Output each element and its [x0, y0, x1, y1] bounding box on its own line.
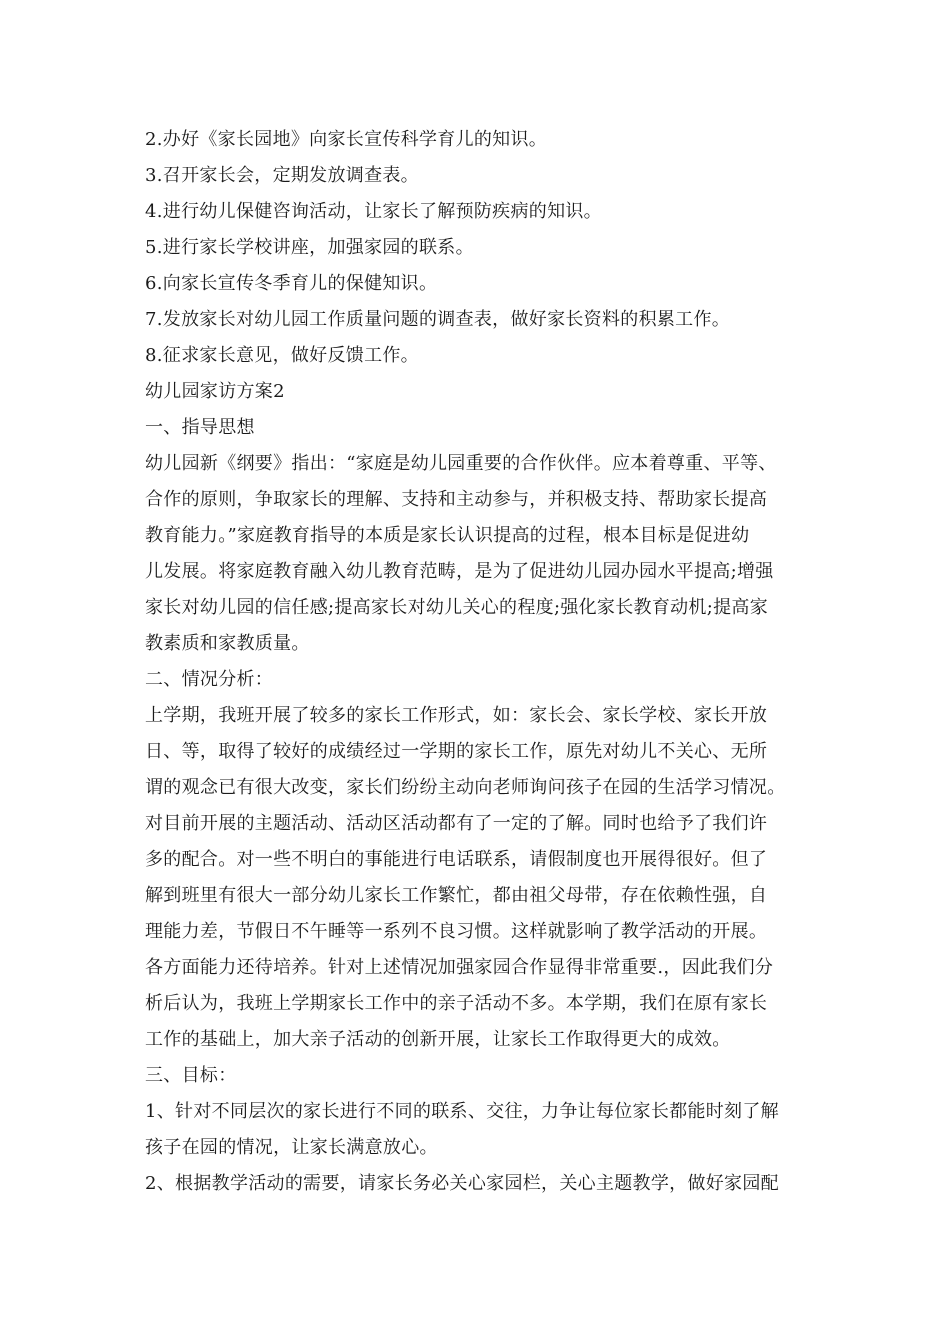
text-line: 多的配合。对一些不明白的事能进行电话联系，请假制度也开展得很好。但了 [145, 849, 768, 870]
section-body-situation-analysis [145, 698, 825, 1058]
list-item: 3.召开家长会，定期发放调查表。 [145, 165, 419, 186]
list-item: 8.征求家长意见，做好反馈工作。 [145, 345, 419, 366]
text-line: 孩子在园的情况，让家长满意放心。 [145, 1137, 438, 1158]
section-heading-guiding-ideology: 一、指导思想 [145, 417, 255, 438]
text-line: 1、针对不同层次的家长进行不同的联系、交往，力争让每位家长都能时刻了解 [145, 1101, 779, 1122]
text-line: 幼儿园新《纲要》指出：“家庭是幼儿园重要的合作伙伴。应本着尊重、平等、 [145, 453, 777, 474]
text-line: 析后认为，我班上学期家长工作中的亲子活动不多。本学期，我们在原有家长 [145, 993, 768, 1014]
text-line: 谓的观念已有很大改变，家长们纷纷主动向老师询问孩子在园的生活学习情况。 [145, 777, 786, 798]
text-line: 工作的基础上，加大亲子活动的创新开展，让家长工作取得更大的成效。 [145, 1029, 731, 1050]
list-item: 4.进行幼儿保健咨询活动，让家长了解预防疾病的知识。 [145, 201, 602, 222]
text-line: 家长对幼儿园的信任感;提高家长对幼儿关心的程度;强化家长教育动机;提高家 [145, 597, 768, 618]
section-body-goals [145, 1094, 825, 1202]
text-line: 儿发展。将家庭教育融入幼儿教育范畴，是为了促进幼儿园办园水平提高;增强 [145, 561, 774, 582]
text-line: 解到班里有很大一部分幼儿家长工作繁忙，都由祖父母带，存在依赖性强，自 [145, 885, 768, 906]
list-item: 5.进行家长学校讲座，加强家园的联系。 [145, 237, 474, 258]
text-line: 理能力差，节假日不午睡等一系列不良习惯。这样就影响了教学活动的开展。 [145, 921, 768, 942]
document-title: 幼儿园家访方案2 [145, 381, 285, 402]
text-line: 各方面能力还待培养。针对上述情况加强家园合作显得非常重要.，因此我们分 [145, 957, 774, 978]
list-item: 6.向家长宣传冬季育儿的保健知识。 [145, 273, 438, 294]
text-line: 对目前开展的主题活动、活动区活动都有了一定的了解。同时也给予了我们许 [145, 813, 768, 834]
text-line: 2、根据教学活动的需要，请家长务必关心家园栏，关心主题教学，做好家园配 [145, 1173, 779, 1194]
section-heading-situation-analysis: 二、情况分析： [145, 669, 274, 690]
document-page [145, 122, 825, 1202]
text-line: 上学期，我班开展了较多的家长工作形式，如：家长会、家长学校、家长开放 [145, 705, 768, 726]
list-item: 2.办好《家长园地》向家长宣传科学育儿的知识。 [145, 129, 548, 150]
section-heading-goals: 三、目标： [145, 1065, 237, 1086]
text-line: 合作的原则，争取家长的理解、支持和主动参与，并积极支持、帮助家长提高 [145, 489, 768, 510]
section-body-guiding-ideology [145, 446, 825, 662]
text-line: 教育能力。”家庭教育指导的本质是家长认识提高的过程，根本目标是促进幼 [145, 525, 750, 546]
list-item: 7.发放家长对幼儿园工作质量问题的调查表，做好家长资料的积累工作。 [145, 309, 731, 330]
text-line: 日、等，取得了较好的成绩经过一学期的家长工作，原先对幼儿不关心、无所 [145, 741, 768, 762]
text-line: 教素质和家教质量。 [145, 633, 310, 654]
